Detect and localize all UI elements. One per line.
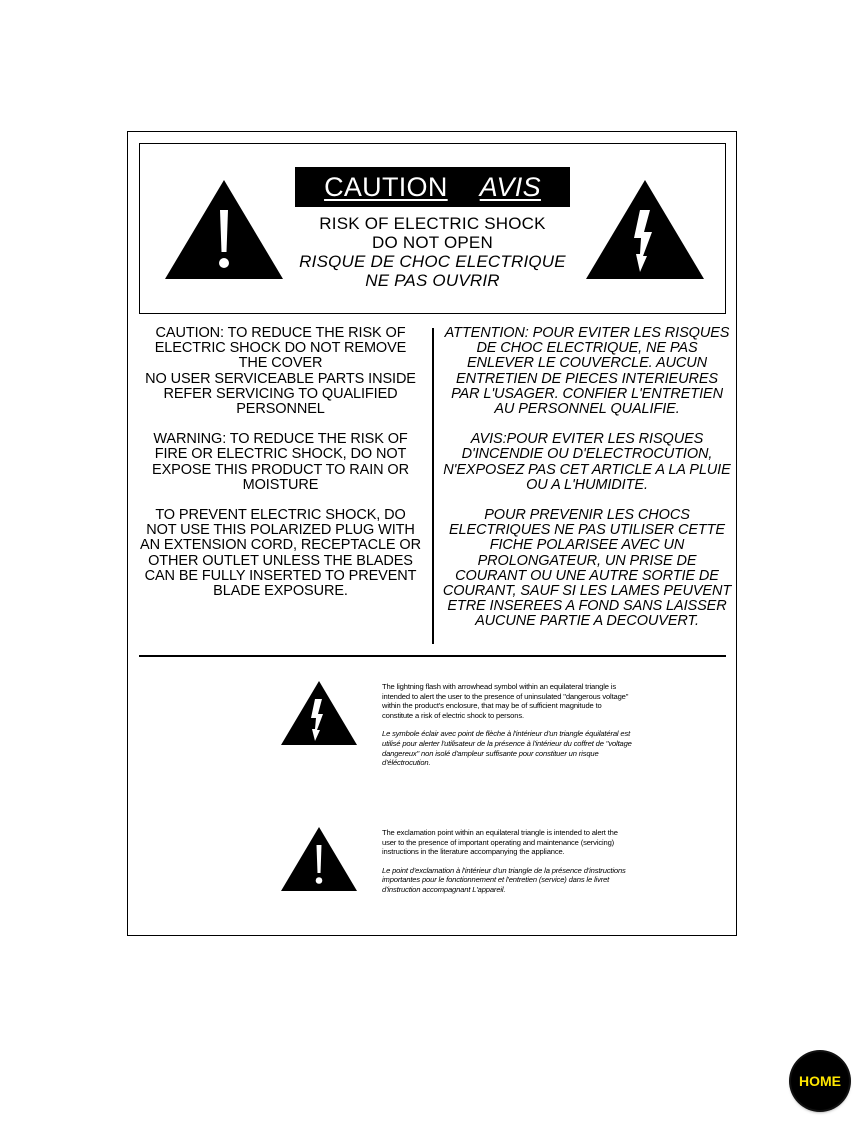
exclamation-triangle-icon <box>281 827 357 891</box>
lightning-triangle-icon <box>586 180 704 279</box>
risk-fr-line-2: NE PAS OUVRIR <box>365 271 500 290</box>
fiche-polarisee-paragraph: POUR PREVENIR LES CHOCS ELECTRIQUES NE PAS UTILISER CETTE FICHE POLARISEE AVEC UN PROLONGATEUR, UN PRISE DE COURANT OU UNE AUTRE SORTIE DE COURANT, SAUF SI LES LAMES PEUVENT ETRE INSEREES A FOND SANS LAISSER AUCUNE PARTIE A DECOUVERT. <box>442 507 732 630</box>
risk-warning <box>290 214 575 290</box>
no-user-parts-paragraph: NO USER SERVICEABLE PARTS INSIDE REFER SERVICING TO QUALIFIED PERSONNEL <box>145 370 416 418</box>
exclamation-triangle-icon <box>165 180 283 279</box>
risk-en-line-2: DO NOT OPEN <box>372 233 493 252</box>
lightning-triangle-icon <box>281 681 357 745</box>
risk-en-line-1: RISK OF ELECTRIC SHOCK <box>319 214 546 233</box>
home-button[interactable] <box>791 1052 849 1110</box>
caution-title: CAUTION <box>324 171 448 202</box>
exclamation-symbol-note <box>382 828 632 904</box>
column-divider <box>432 328 434 644</box>
lightning-symbol-note <box>382 682 632 777</box>
caution-title-bar <box>295 167 570 207</box>
english-warnings-column <box>139 326 422 614</box>
avis-title: AVIS <box>479 171 541 202</box>
avis-paragraph: AVIS:POUR EVITER LES RISQUES D'INCENDIE OU D'ELECTROCUTION, N'EXPOSEZ PAS CET ARTICLE A LA PLUIE OU A L'HUMIDITE. <box>443 431 731 493</box>
home-button-label: HOME <box>799 1073 841 1089</box>
lightning-note-en: The lightning flash with arrowhead symbol within an equilateral triangle is intended to alert the user to the presence of uninsulated "dangerous voltage" within the product's enclosure, that may be of sufficient magnitude to constitute a risk of electric shock to persons. <box>382 682 629 720</box>
polarized-plug-paragraph: TO PREVENT ELECTRIC SHOCK, DO NOT USE THIS POLARIZED PLUG WITH AN EXTENSION CORD, RECEPTACLE OR OTHER OUTLET UNLESS THE BLADES CAN BE FULLY INSERTED TO PREVENT BLADE EXPOSURE. <box>140 507 421 600</box>
warning-paragraph: WARNING: TO REDUCE THE RISK OF FIRE OR ELECTRIC SHOCK, DO NOT EXPOSE THIS PRODUCT TO RAIN OR MOISTURE <box>152 431 409 493</box>
exclamation-note-en: The exclamation point within an equilateral triangle is intended to alert the user to the presence of important operating and maintenance (servicing) instructions in the literature accompanying the appliance. <box>382 828 618 857</box>
lightning-note-fr: Le symbole éclair avec point de flèche à l'intérieur d'un triangle équilatéral est utilisé pour alerter l'utilisateur de la présence à l'intérieur du coffret de "voltage dangereux" non isolé d'ampleur suffisante pour constituer un risque d'éléctrocution. <box>382 729 632 768</box>
risk-fr-line-1: RISQUE DE CHOC ELECTRIQUE <box>299 252 566 271</box>
section-divider <box>139 655 726 657</box>
caution-paragraph: CAUTION: TO REDUCE THE RISK OF ELECTRIC SHOCK DO NOT REMOVE THE COVER <box>154 325 407 372</box>
exclamation-note-fr: Le point d'exclamation à l'intérieur d'un triangle de la présence d'instructions importantes pour le fonctionnement et l'entretien (service) dans le livret d'instruction accompagnant L'appareil. <box>382 865 626 894</box>
attention-paragraph: ATTENTION: POUR EVITER LES RISQUES DE CHOC ELECTRIQUE, NE PAS ENLEVER LE COUVERCLE. AUCUN ENTRETIEN DE PIECES INTERIEURES PAR L'USAGER. CONFIER L'ENTRETIEN AU PERSONNEL QUALIFIE. <box>444 325 730 418</box>
french-warnings-column <box>442 326 732 645</box>
